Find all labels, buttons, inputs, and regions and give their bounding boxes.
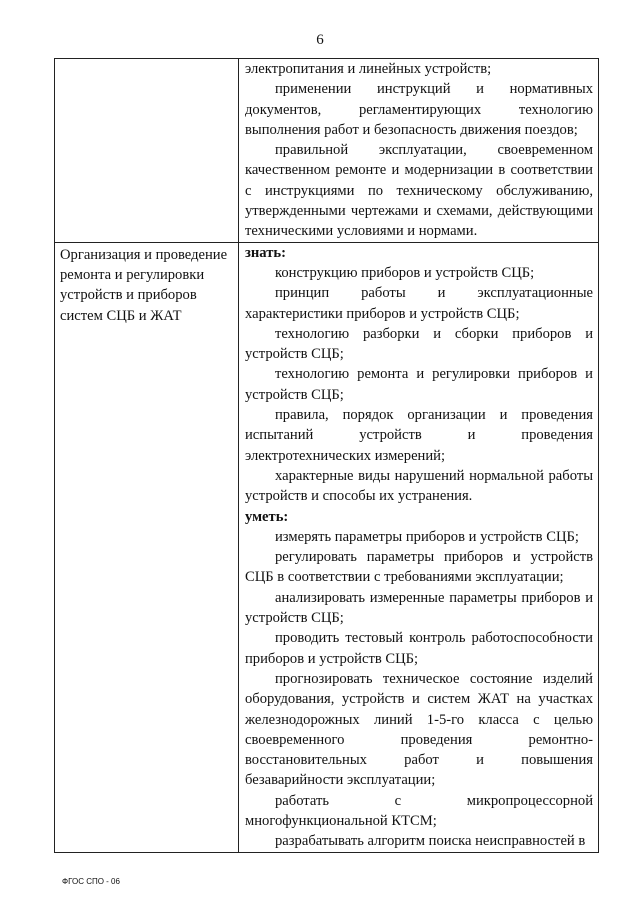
table-row — [55, 242, 599, 852]
can-item: регулировать параметры приборов и устройств СЦБ в соответствии с требованиями эксплуатации; — [245, 549, 593, 586]
cell-text — [239, 59, 598, 242]
can-item: анализировать измеренные параметры приборов и устройств СЦБ; — [245, 589, 593, 627]
can-item: работать с микропроцессорной многофункциональной КТСМ; — [245, 792, 593, 829]
know-item: характерные виды нарушений нормальной работы устройств и способы их устранения. — [245, 467, 593, 505]
left-cell-empty — [55, 59, 239, 243]
know-item: принцип работы и эксплуатационные характеристики приборов и устройств СЦБ; — [245, 285, 593, 322]
footer-code: ФГОС СПО - 06 — [62, 877, 120, 886]
know-item: технологию разборки и сборки приборов и устройств СЦБ; — [245, 325, 593, 363]
page-number: 6 — [316, 32, 324, 48]
paragraph: правильной эксплуатации, своевременном качественном ремонте и модернизации в соответствии с инструкциями по техническому обслуживанию, утвержденными чертежами и схемами, действующими техническими условиями и нормами. — [245, 142, 593, 240]
competency-table — [54, 58, 599, 853]
cell-text — [239, 243, 598, 852]
can-item: разрабатывать алгоритм поиска неисправностей в — [275, 833, 586, 850]
section-title: Организация и проведение ремонта и регулировки устройств и приборов систем СЦБ и ЖАТ — [60, 246, 228, 324]
can-heading: уметь: — [245, 508, 289, 525]
paragraph: применении инструкций и нормативных документов, регламентирующих технологию выполнения работ и безопасность движения поездов; — [245, 81, 593, 138]
can-item: проводить тестовый контроль работоспособности приборов и устройств СЦБ; — [245, 630, 593, 667]
can-item: измерять параметры приборов и устройств СЦБ; — [275, 528, 579, 545]
can-item: прогнозировать техническое состояние изделий оборудования, устройств и систем ЖАТ на участках железнодорожных линий 1-5-го класса с целью своевременного проведения ремонтно-восстановительных работ и повышения безаварийности эксплуатации; — [245, 670, 593, 789]
know-item: технологию ремонта и регулировки приборов и устройств СЦБ; — [245, 366, 593, 403]
know-item: конструкцию приборов и устройств СЦБ; — [275, 264, 535, 281]
left-cell — [55, 242, 239, 852]
know-heading: знать: — [245, 244, 286, 261]
table-row — [55, 59, 599, 243]
know-item: правила, порядок организации и проведения испытаний устройств и проведения электротехнических измерений; — [245, 407, 593, 464]
right-cell-continuation — [239, 59, 599, 243]
paragraph: электропитания и линейных устройств; — [245, 61, 492, 77]
right-cell — [239, 242, 599, 852]
